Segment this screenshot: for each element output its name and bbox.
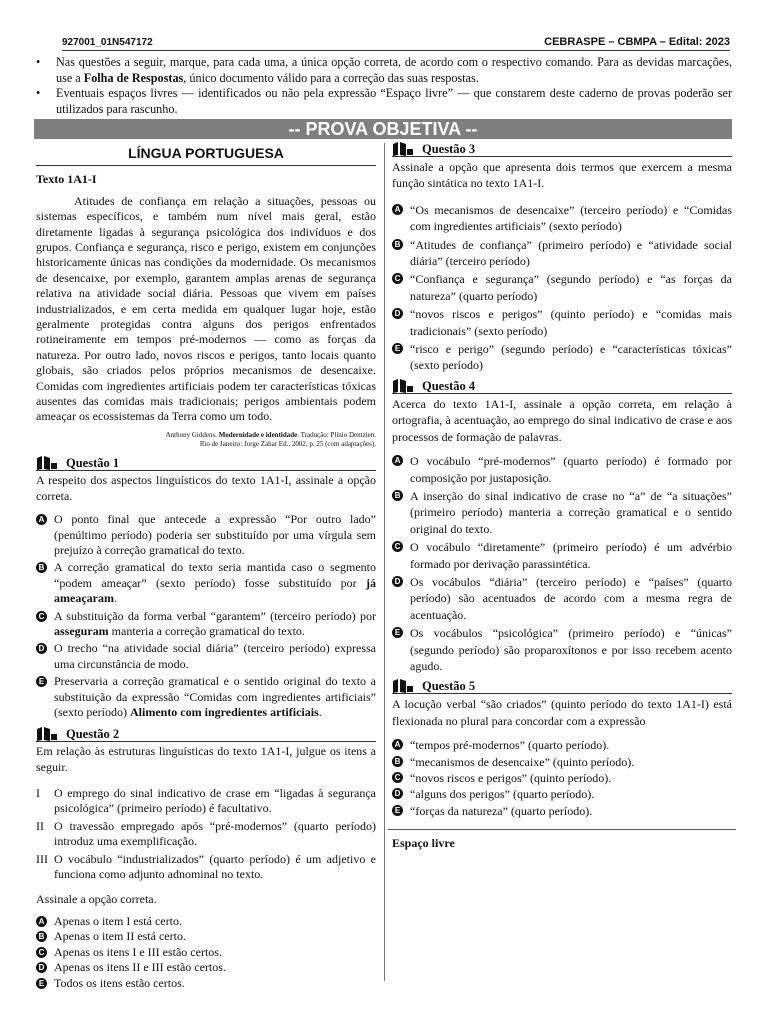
option-a[interactable] bbox=[392, 202, 732, 235]
option-text: “mecanismos de desencaixe” (quinto período). bbox=[410, 754, 635, 769]
option-marker: D bbox=[392, 576, 403, 587]
option-marker: E bbox=[36, 676, 47, 687]
question-icon bbox=[36, 455, 58, 471]
option-text: “alguns dos perigos” (quarto período). bbox=[410, 787, 595, 802]
option-text: O vocábulo “pré-modernos” (quarto período) é formado por composição por justaposição. bbox=[410, 454, 732, 485]
instruction-text: Nas questões a seguir, marque, para cada uma, a única opção correta, de acordo com o respectivo comando. Para as devidas marcações, use a bbox=[56, 55, 732, 85]
question-label: Questão 5 bbox=[422, 679, 476, 694]
option-text: Apenas o item II está certo. bbox=[54, 929, 186, 944]
option-e[interactable] bbox=[36, 976, 376, 991]
question-label: Questão 2 bbox=[66, 727, 120, 742]
option-c[interactable] bbox=[392, 271, 732, 304]
question-heading-1 bbox=[36, 457, 376, 471]
option-bold-text: asseguram bbox=[54, 624, 109, 639]
option-text: Preservaria a correção gramatical e o sentido original do texto a substituição da expressão “Comidas com ingredientes artificiais” (sexto período) bbox=[54, 674, 376, 720]
option-text: Os vocábulos “diária” (terceiro período) e “países” (quarto período) são acentuados de acordo com a mesma regra de acentuação. bbox=[410, 574, 732, 622]
option-a[interactable] bbox=[36, 914, 376, 929]
answer-sheet-term: Folha de Respostas bbox=[83, 70, 184, 85]
option-text: . bbox=[318, 705, 322, 720]
statement-item bbox=[36, 786, 376, 817]
option-text: Apenas os itens II e III estão certos. bbox=[54, 960, 226, 975]
option-marker: B bbox=[392, 490, 403, 501]
left-column bbox=[36, 143, 376, 991]
option-b[interactable] bbox=[36, 929, 376, 944]
option-b[interactable] bbox=[392, 237, 732, 270]
column-divider bbox=[384, 143, 385, 981]
option-text: “Atitudes de confiança” (primeiro período) e “atividade social diária” (terceiro período) bbox=[410, 237, 732, 269]
option-marker: C bbox=[392, 772, 403, 783]
option-marker: E bbox=[392, 627, 403, 638]
free-space-label: Espaço livre bbox=[392, 836, 455, 851]
question-icon bbox=[392, 378, 414, 394]
option-b[interactable] bbox=[392, 754, 732, 770]
option-marker: C bbox=[36, 611, 47, 622]
option-text: “forças da natureza” (quarto período). bbox=[410, 803, 593, 818]
option-marker: A bbox=[36, 916, 47, 927]
bullet: • bbox=[36, 86, 41, 100]
question-stem: Assinale a opção que apresenta dois termos que exercem a mesma função sintática no texto 1A1-I. bbox=[392, 160, 732, 191]
option-marker: E bbox=[392, 343, 403, 354]
question-stem: A respeito dos aspectos linguísticos do texto 1A1-I, assinale a opção correta. bbox=[36, 472, 376, 503]
option-marker: E bbox=[392, 805, 403, 816]
option-marker: C bbox=[36, 947, 47, 958]
option-marker: B bbox=[392, 239, 403, 250]
subject-title: LÍNGUA PORTUGUESA bbox=[36, 143, 376, 166]
heading-rule bbox=[392, 693, 732, 694]
option-e[interactable] bbox=[392, 341, 732, 374]
option-text: O vocábulo “diretamente” (primeiro período) é um advérbio formado por derivação parassintética. bbox=[410, 540, 732, 571]
question-icon bbox=[392, 141, 414, 157]
option-marker: B bbox=[36, 931, 47, 942]
option-d[interactable] bbox=[36, 641, 376, 672]
right-column bbox=[392, 143, 732, 852]
option-d[interactable] bbox=[392, 786, 732, 802]
option-marker: C bbox=[392, 273, 403, 284]
question-heading-3 bbox=[392, 143, 732, 157]
option-marker: C bbox=[392, 541, 403, 552]
option-text: “Confiança e segurança” (segundo período) e “as forças da natureza” (quarto período) bbox=[410, 272, 732, 303]
option-bold-text: Alimento com ingredientes artificiais bbox=[129, 705, 319, 720]
heading-rule bbox=[36, 741, 376, 742]
item-number: III bbox=[36, 851, 48, 866]
option-d[interactable] bbox=[36, 960, 376, 975]
item-number: I bbox=[36, 785, 40, 800]
option-c[interactable] bbox=[392, 539, 732, 572]
text-body: Atitudes de confiança em relação a situações, pessoas ou sistemas específicos, e também num nível mais geral, estão diretamente ligadas à segurança psicológica dos indivíduos e dos grupos. Confiança e segurança, risco e perigo, existem em conjunções historicamente únicas nas condições da modernidade. Os mecanismos de desencaixe, por exemplo, garantem amplas arenas de segurança relativa na atividade social diária. Pessoas que vivem em países industrializados, e em certa medida em qualquer lugar hoje, estão geralmente protegidas contra alguns dos perigos enfrentados rotineiramente em tempos pré-modernos — como as forças da natureza. Por outro lado, novos riscos e perigos, tanto locais quanto globais, são criados pelos próprios mecanismos de desencaixe. Comidas com ingredientes artificiais podem ter características tóxicas ausentes das comidas mais tradicionais; perigos ambientais podem ameaçar os ecossistemas da Terra como um todo. bbox=[36, 193, 376, 424]
option-e[interactable] bbox=[392, 803, 732, 819]
option-d[interactable] bbox=[392, 306, 732, 339]
instruction-item bbox=[36, 86, 732, 117]
option-text: “novos riscos e perigos” (quinto período) e “comidas mais tradicionais” (sexto período) bbox=[410, 307, 732, 338]
source-translation: . Tradução: Plínio Dentzien. bbox=[297, 430, 376, 439]
item-text: O emprego do sinal indicativo de crase em “ligadas à segurança psicológica” (primeiro período) é facultativo. bbox=[54, 785, 376, 816]
option-bold-text: já ameaçaram bbox=[54, 575, 376, 606]
option-text: Todos os itens estão certos. bbox=[54, 975, 185, 990]
option-marker: B bbox=[36, 562, 47, 573]
page-header bbox=[62, 36, 730, 51]
option-text: Os vocábulos “psicológica” (primeiro período) e “únicas” (segundo período) são proparoxítonos e por isso recebem acento agudo. bbox=[410, 626, 732, 673]
item-text: O vocábulo “industrializados” (quarto período) é um adjetivo e funciona como adjunto adnominal no texto. bbox=[54, 851, 376, 881]
option-e[interactable] bbox=[36, 674, 376, 720]
exam-title: CEBRASPE – CBMPA – Edital: 2023 bbox=[544, 36, 730, 48]
heading-rule bbox=[392, 393, 732, 394]
question-icon bbox=[36, 726, 58, 742]
option-text: “tempos pré-modernos” (quarto período). bbox=[410, 738, 610, 753]
question-label: Questão 4 bbox=[422, 378, 476, 393]
instruction-text: , único documento válido para a correção das suas respostas. bbox=[183, 70, 479, 85]
option-text: A correção gramatical do texto seria mantida caso o segmento “podem ameaçar” (sexto período) fosse substituído por bbox=[54, 560, 376, 590]
instructions bbox=[36, 55, 732, 117]
option-text: manteria a correção gramatical do texto. bbox=[108, 624, 305, 639]
option-text: “Os mecanismos de desencaixe” (terceiro período) e “Comidas com ingredientes artificiais” (sexto período) bbox=[410, 202, 732, 234]
question-heading-5 bbox=[392, 680, 732, 694]
option-c[interactable] bbox=[36, 609, 376, 640]
option-marker: D bbox=[392, 308, 403, 319]
option-marker: A bbox=[36, 514, 47, 525]
question-icon bbox=[392, 678, 414, 694]
option-text: “novos riscos e perigos” (quinto período). bbox=[410, 771, 612, 785]
option-text: “risco e perigo” (segundo período) e “características tóxicas” (sexto período) bbox=[410, 342, 732, 373]
option-a[interactable] bbox=[392, 737, 732, 753]
item-text: O travessão empregado após “pré-modernos” (quarto período) introduz uma exemplificação. bbox=[54, 818, 376, 849]
option-text: A substituição da forma verbal “garantem” (terceiro período) por bbox=[54, 608, 376, 623]
option-marker: A bbox=[392, 739, 403, 750]
option-marker: D bbox=[392, 788, 403, 799]
option-marker: A bbox=[392, 204, 403, 215]
option-marker: D bbox=[36, 643, 47, 654]
option-text: Apenas os itens I e III estão certos. bbox=[54, 944, 222, 959]
instruction-item bbox=[36, 55, 732, 86]
option-marker: B bbox=[392, 756, 403, 767]
text-source bbox=[36, 431, 376, 449]
option-text: A inserção do sinal indicativo de crase no “a” de “a situações” (primeiro período) manteria a correção gramatical e o sentido original do texto. bbox=[410, 488, 732, 536]
text-label: Texto 1A1-I bbox=[36, 172, 97, 186]
option-e[interactable] bbox=[392, 625, 732, 674]
question-stem: A locução verbal “são criados” (quinto período do texto 1A1-I) está flexionada no plural para concordar com a expressão bbox=[392, 697, 732, 728]
option-d[interactable] bbox=[392, 574, 732, 623]
item-number: II bbox=[36, 818, 44, 833]
option-c[interactable] bbox=[392, 770, 732, 786]
section-banner: -- PROVA OBJETIVA -- bbox=[34, 119, 732, 139]
free-space-rule bbox=[388, 829, 736, 830]
option-marker: E bbox=[36, 978, 47, 989]
question-label: Questão 3 bbox=[422, 142, 476, 156]
question-heading-4 bbox=[392, 380, 732, 394]
option-a[interactable] bbox=[36, 512, 376, 558]
question-label: Questão 1 bbox=[66, 455, 120, 470]
option-marker: A bbox=[392, 455, 403, 466]
question-heading-2 bbox=[36, 728, 376, 742]
statement-item bbox=[36, 819, 376, 850]
option-text: Apenas o item I está certo. bbox=[54, 914, 182, 929]
question-stem: Acerca do texto 1A1-I, assinale a opção correta, em relação à ortografia, à acentuação, ao emprego do sinal indicativo de crase e aos processos de formação de palavras. bbox=[392, 396, 732, 444]
option-text: O ponto final que antecede a expressão “Por outro lado” (penúltimo período) poderia ser substituído por uma vírgula sem prejuízo à correção gramatical do texto. bbox=[54, 512, 376, 558]
heading-rule bbox=[392, 156, 732, 157]
question-prompt: Assinale a opção correta. bbox=[36, 892, 157, 907]
option-b[interactable] bbox=[36, 560, 376, 606]
option-text: . bbox=[113, 591, 117, 606]
bullet: • bbox=[36, 55, 41, 69]
option-marker: D bbox=[36, 962, 47, 973]
source-publisher: Rio de Janeiro: Jorge Zahar Ed., 2002, p. 25 (com adaptações). bbox=[199, 439, 376, 448]
question-stem: Em relação às estruturas linguísticas do texto 1A1-I, julgue os itens a seguir. bbox=[36, 744, 376, 775]
option-b[interactable] bbox=[392, 488, 732, 537]
option-text: O trecho “na atividade social diária” (terceiro período) expressa uma circunstância de modo. bbox=[54, 641, 376, 671]
option-a[interactable] bbox=[392, 453, 732, 486]
source-title: Modernidade e identidade bbox=[218, 430, 298, 439]
option-c[interactable] bbox=[36, 945, 376, 960]
exam-code: 927001_01N547172 bbox=[62, 37, 153, 48]
instruction-text: Eventuais espaços livres — identificados ou não pela expressão “Espaço livre” — que constarem deste caderno de provas poderão ser utilizados para rascunho. bbox=[56, 86, 732, 116]
heading-rule bbox=[36, 470, 376, 471]
source-author: Anthony Giddens. bbox=[165, 430, 219, 439]
statement-item bbox=[36, 852, 376, 883]
